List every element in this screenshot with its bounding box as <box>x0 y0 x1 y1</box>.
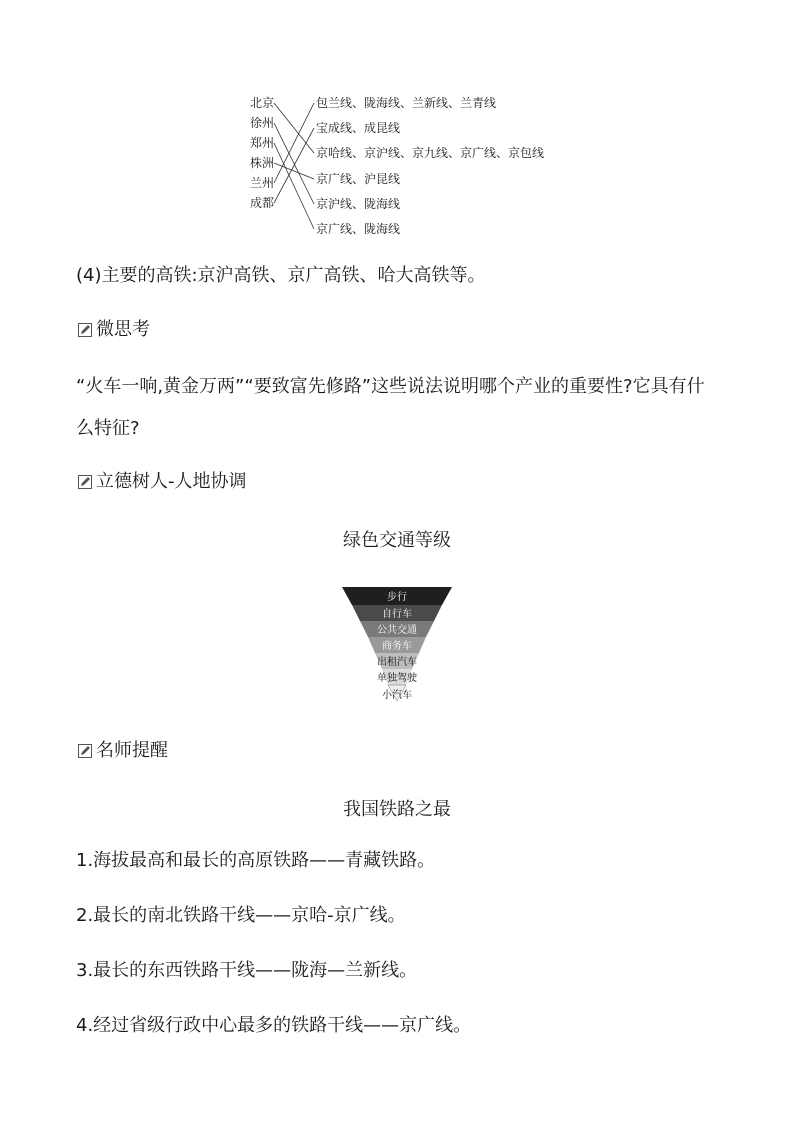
green-transport-pyramid <box>340 585 454 703</box>
railway-lines-label: 宝成线、成昆线 <box>316 121 401 135</box>
think-question-line2: 么特征? <box>76 418 140 439</box>
city-label: 徐州 <box>250 116 275 130</box>
pencil-note-icon <box>78 744 92 758</box>
railway-lines-label: 京广线、沪昆线 <box>316 172 401 186</box>
railway-lines-label: 包兰线、陇海线、兰新线、兰青线 <box>316 96 497 110</box>
green-transport-title: 绿色交通等级 <box>343 530 451 551</box>
railway-records-title: 我国铁路之最 <box>343 799 451 820</box>
city-label: 北京 <box>250 96 275 110</box>
pyramid-label: 商务车 <box>382 641 412 652</box>
pyramid-label: 公共交通 <box>377 625 417 636</box>
railway-lines-label: 京广线、陇海线 <box>316 222 401 236</box>
city-label: 郑州 <box>250 136 275 150</box>
think-question-line1: “火车一响,黄金万两”“要致富先修路”这些说法说明哪个产业的重要性?它具有什 <box>76 376 705 397</box>
connector-line <box>274 143 314 229</box>
pencil-note-icon <box>78 323 92 337</box>
pyramid-label: 小汽车 <box>382 690 412 701</box>
tips-heading-label: 名师提醒 <box>96 740 168 761</box>
railway-record-item: 2.最长的南北铁路干线——京哈-京广线。 <box>76 905 406 926</box>
pyramid-label: 步行 <box>387 592 407 603</box>
item-4-text: (4)主要的高铁:京沪高铁、京广高铁、哈大高铁等。 <box>76 265 486 286</box>
railway-record-item: 3.最长的东西铁路干线——陇海—兰新线。 <box>76 960 418 981</box>
think-heading-label: 微思考 <box>96 319 150 340</box>
lide-heading <box>78 471 247 493</box>
tips-heading <box>78 740 168 762</box>
pyramid-label: 自行车 <box>382 609 412 620</box>
pyramid-label: 出租汽车 <box>377 657 417 668</box>
pencil-note-icon <box>78 475 92 489</box>
connector-line <box>274 103 314 153</box>
city-label: 株洲 <box>250 156 275 170</box>
pyramid-label: 单独驾驶 <box>377 673 417 684</box>
railway-record-item: 4.经过省级行政中心最多的铁路干线——京广线。 <box>76 1015 472 1036</box>
railway-record-item: 1.海拔最高和最长的高原铁路——青藏铁路。 <box>76 850 436 871</box>
city-label: 成都 <box>250 196 275 210</box>
lide-heading-label: 立德树人-人地协调 <box>96 471 247 492</box>
railway-lines-label: 京沪线、陇海线 <box>316 197 401 211</box>
city-label: 兰州 <box>250 176 275 190</box>
railway-lines-label: 京哈线、京沪线、京九线、京广线、京包线 <box>316 146 545 160</box>
matching-connector-lines <box>270 96 320 236</box>
think-heading <box>78 319 150 341</box>
